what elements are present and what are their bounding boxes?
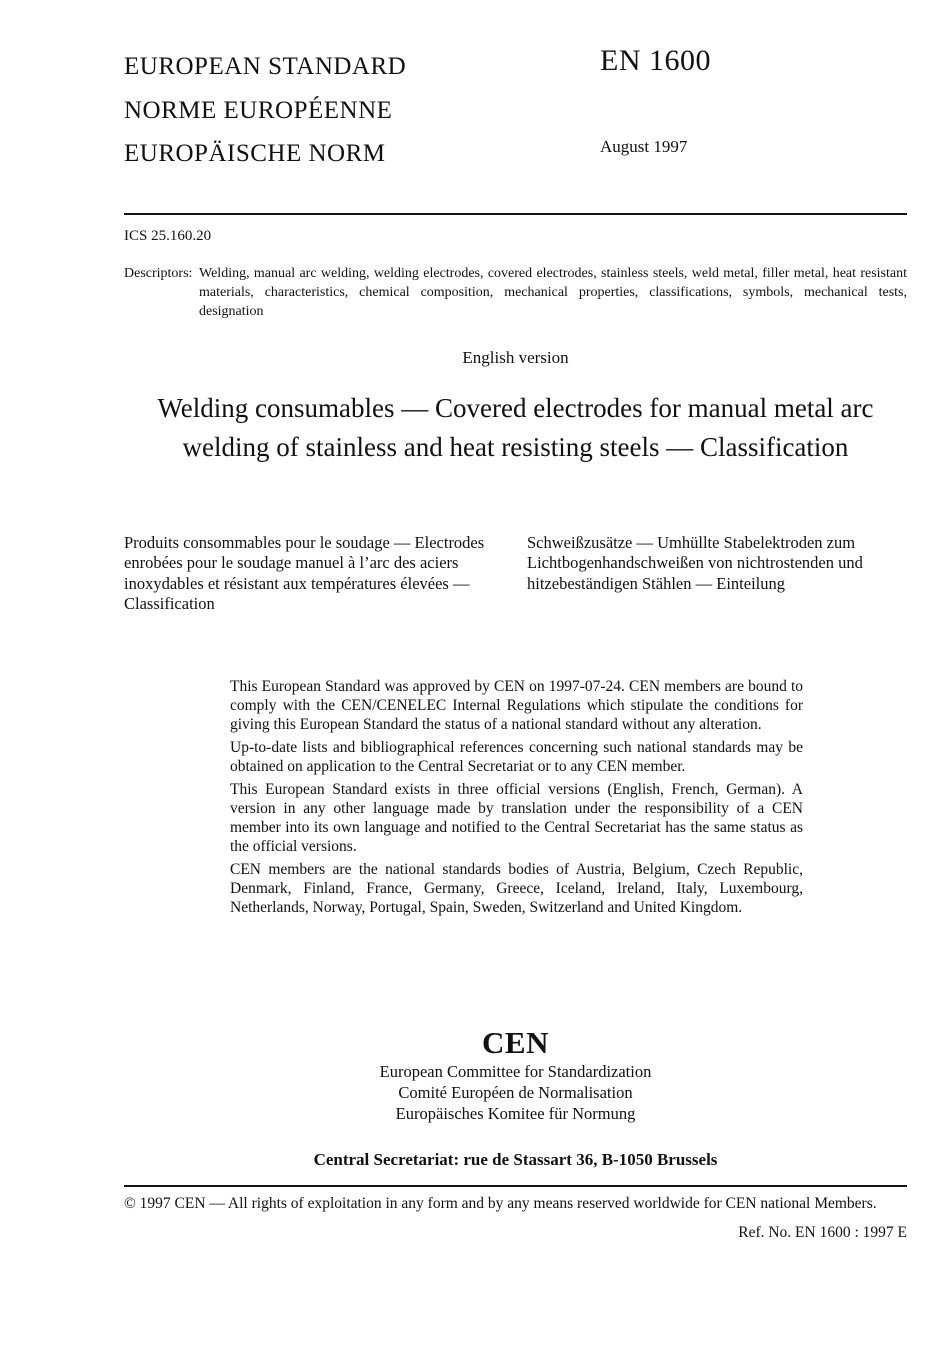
- top-divider: [124, 213, 907, 215]
- title-english: EUROPEAN STANDARD: [124, 53, 407, 80]
- reference-number: Ref. No. EN 1600 : 1997 E: [738, 1224, 907, 1241]
- publication-date: August 1997: [600, 137, 688, 156]
- bottom-divider: [124, 1185, 907, 1187]
- committee-line-german: Europäisches Komitee für Normung: [395, 1103, 636, 1123]
- cen-logo: CEN: [482, 1024, 549, 1060]
- title-german: EUROPÄISCHE NORM: [124, 140, 386, 167]
- document-title: Welding consumables — Covered electrodes for manual metal arc welding of stainless and heat resisting steels — Classification: [157, 392, 874, 462]
- committee-line-french: Comité Européen de Normalisation: [398, 1082, 633, 1102]
- document-header: [124, 45, 907, 176]
- ics-code: ICS 25.160.20: [124, 227, 212, 244]
- paragraph-members: CEN members are the national standards bodies of Austria, Belgium, Czech Republic, Denmark, Finland, France, Germany, Greece, Iceland, Ireland, Italy, Luxembourg, Netherlands, Norway, Portugal, Spain, Sweden, Switzerland and United Kingdom.: [230, 860, 803, 916]
- german-title: Schweißzusätze — Umhüllte Stabelektroden zum Lichtbogenhandschweißen von nichtrostenden und hitzebeständigen Stählen — Einteilung: [527, 532, 863, 593]
- title-french: NORME EUROPÉENNE: [124, 96, 393, 124]
- paragraph-versions: This European Standard exists in three official versions (English, French, German). A version in any other language made by translation under the responsibility of a CEN member into its own language and notified to the Central Secretariat has the same status as the official versions.: [230, 780, 803, 855]
- descriptors-block: [124, 264, 907, 321]
- standard-identity: [600, 45, 900, 176]
- secretariat-address: Central Secretariat: rue de Stassart 36, B-1050 Brussels: [313, 1149, 718, 1169]
- descriptors-text: Welding, manual arc welding, welding electrodes, covered electrodes, stainless steels, weld metal, filler metal, heat resistant materials, characteristics, chemical composition, mechanical properties, classifications, symbols, mechanical tests, designation: [199, 265, 907, 319]
- version-label: English version: [462, 347, 569, 367]
- french-title: Produits consommables pour le soudage — Electrodes enrobées pour le soudage manuel à l’arc des aciers inoxydables et résistant aux températures élevées — Classification: [124, 532, 485, 613]
- paragraph-approval: This European Standard was approved by CEN on 1997-07-24. CEN members are bound to comply with the CEN/CENELEC Internal Regulations which stipulate the conditions for giving this European Standard the status of a national standard without any alteration.: [230, 677, 803, 733]
- descriptors-label: Descriptors:: [124, 265, 193, 281]
- copyright-notice: © 1997 CEN — All rights of exploitation in any form and by any means reserved worldwide for CEN national Members.: [124, 1194, 877, 1212]
- paragraph-references: Up-to-date lists and bibliographical references concerning such national standards may be obtained on application to the Central Secretariat or to any CEN member.: [230, 738, 803, 775]
- cen-block: [124, 1025, 907, 1170]
- standard-number: EN 1600: [600, 44, 711, 77]
- standard-titles: [124, 45, 600, 176]
- bilingual-titles: [124, 533, 907, 615]
- committee-line-english: European Committee for Standardization: [379, 1061, 652, 1081]
- approval-text: [230, 677, 803, 917]
